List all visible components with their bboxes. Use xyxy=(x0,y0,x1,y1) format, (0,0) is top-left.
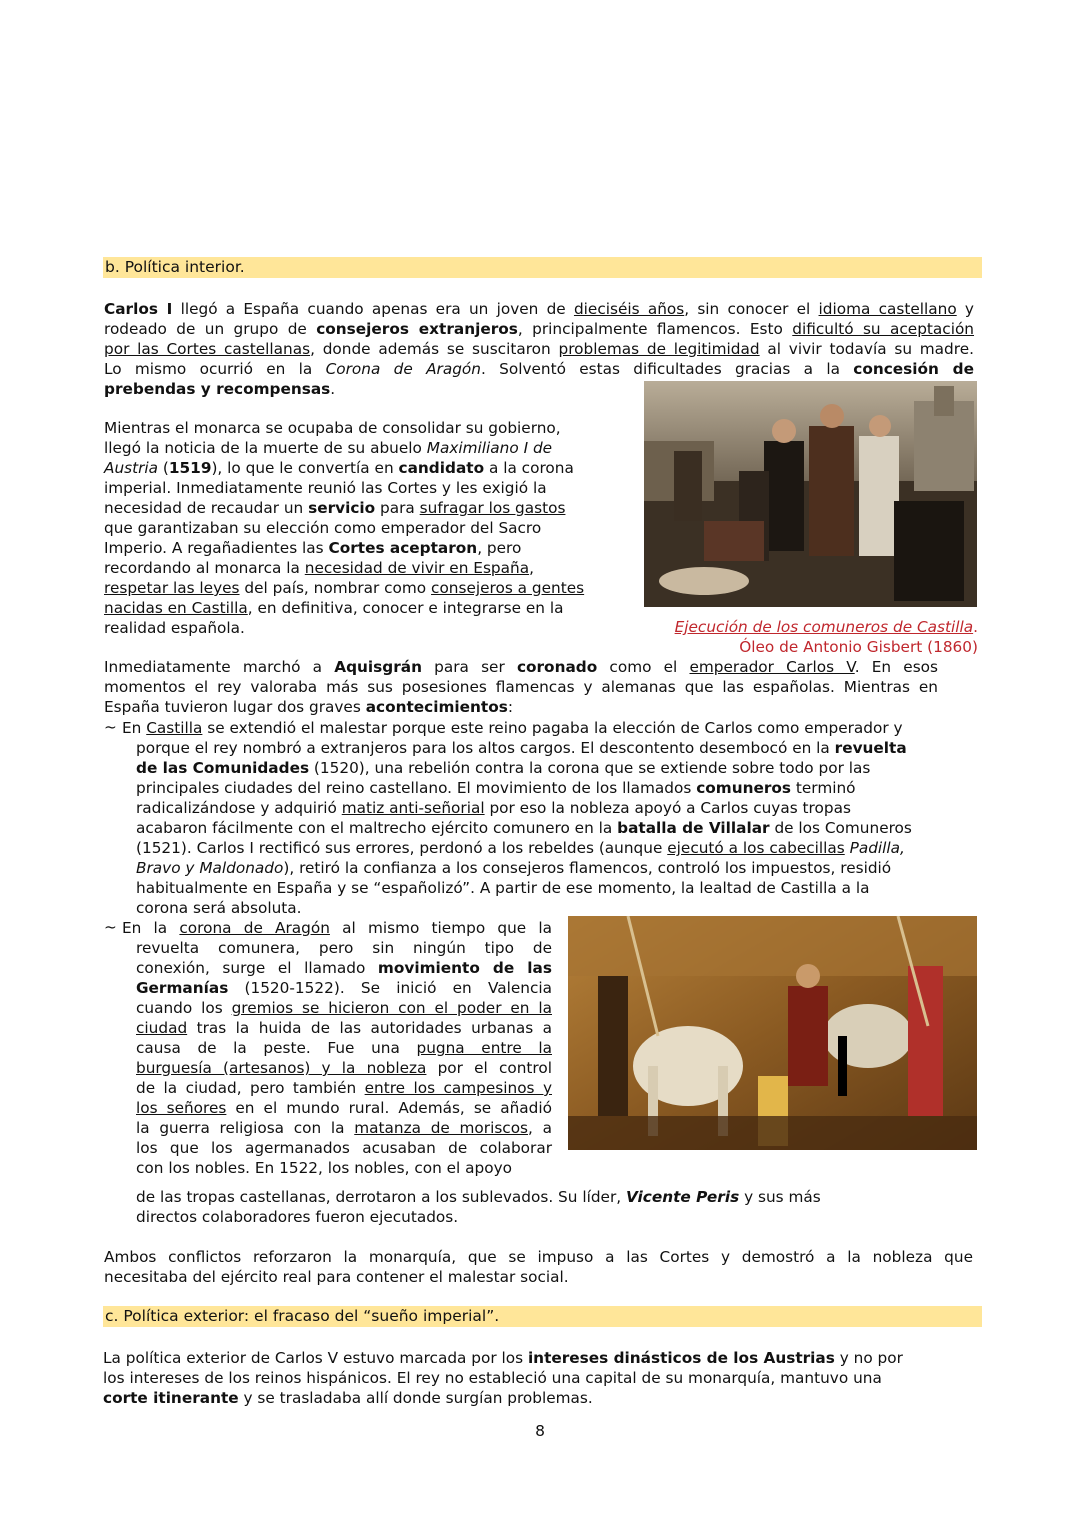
paragraph-conclusion-conflicts: Ambos conflictos reforzaron la monarquía, que se impuso a las Cortes y demostró a la nobleza que necesitaba del ejército real para contener el malestar social. xyxy=(104,1248,973,1286)
bullet-aragon-continuation: de las tropas castellanas, derrotaron a los sublevados. Su líder, Vicente Peris y sus más directos colaboradores fueron ejecutados. xyxy=(136,1188,821,1226)
page-number: 8 xyxy=(535,1422,545,1440)
bullet-aragon-germanias: En la corona de Aragón al mismo tiempo que la revuelta comunera, pero sin ningún tipo de conexión, surge el llamado movimiento de las Germanías (1520-1522). Se inició en Valencia cuando los gremios se hicieron con el poder en la ciudad tras la huida de las autoridades urbanas a causa de la peste. Fue una pugna entre la burguesía (artesanos) y la nobleza por el control de la ciudad, pero también entre los campesinos y los señores en el mundo rural. Además, se añadió la guerra religiosa con la matanza de moriscos, a los que los agermanados acusaban de colaborar con los nobles. En 1522, los nobles, con el apoyo xyxy=(122,919,553,1177)
bullet-marker: ~ xyxy=(104,918,117,936)
figure-caption-execution: Ejecución de los comuneros de Castilla. Óleo de Antonio Gisbert (1860) xyxy=(674,618,978,656)
bullet-castilla-comunidades: En Castilla se extendió el malestar porque este reino pagaba la elección de Carlos como emperador y porque el rey nombró a extranjeros para los altos cargos. El descontento desembocó en la revuelta de las Comunidades (1520), una rebelión contra la corona que se extiende sobre todo por las principales ciudades del reino castellano. El movimiento de los llamados comuneros terminó radicalizándose y adquirió matiz anti-señorial por eso la nobleza apoyó a Carlos cuyas tropas acabaron fácilmente con el maltrecho ejército comunero en la batalla de Villalar de los Comuneros (1521). Carlos I rectificó sus errores, perdonó a los rebeldes (aunque ejecutó a los cabecillas Padilla, Bravo y Maldonado), retiró la confianza a los consejeros flamencos, controló los impuestos, residió habitualmente en España y se “españolizó”. A partir de ese momento, la lealtad de Castilla a la corona será absoluta. xyxy=(122,719,912,917)
section-heading-b: b. Política interior. xyxy=(103,257,982,278)
paragraph-foreign-policy: La política exterior de Carlos V estuvo marcada por los intereses dinásticos de los Austrias y no por los intereses de los reinos hispánicos. El rey no estableció una capital de su monarquía, mantuvo una corte itinerante y se trasladaba allí donde surgían problemas. xyxy=(103,1349,903,1407)
paragraph-coronation: Inmediatamente marchó a Aquisgrán para ser coronado como el emperador Carlos V. En esos momentos el rey valoraba más sus posesiones flamencas y alemanas que las españolas. Mientras en España tuvieron lugar dos graves acontecimientos: xyxy=(104,658,939,716)
bullet-marker: ~ xyxy=(104,718,117,736)
caption-author: Óleo de Antonio Gisbert (1860) xyxy=(739,638,978,656)
painting-germanias-procession xyxy=(568,916,977,1150)
paragraph-imperial-candidacy: Mientras el monarca se ocupaba de consolidar su gobierno, llegó la noticia de la muerte de su abuelo Maximiliano I de Austria (1519), lo que le convertía en candidato a la corona imperial. Inmediatamente reunió las Cortes y les exigió la necesidad de recaudar un servicio para sufragar los gastos que garantizaban su elección como emperador del Sacro Imperio. A regañadientes las Cortes aceptaron, pero recordando al monarca la necesidad de vivir en España, respetar las leyes del país, nombrar como consejeros a gentes nacidas en Castilla, en definitiva, conocer e integrarse en la realidad española. xyxy=(104,419,585,637)
section-heading-c: c. Política exterior: el fracaso del “sueño imperial”. xyxy=(103,1306,982,1327)
caption-title: Ejecución de los comuneros de Castilla xyxy=(674,618,974,636)
paragraph-carlos-arrival: Carlos I llegó a España cuando apenas era un joven de dieciséis años, sin conocer el idioma castellano y rodeado de un grupo de consejeros extranjeros, principalmente flamencos. Esto dificultó su aceptación por las Cortes castellanas, donde además se suscitaron problemas de legitimidad al vivir todavía su madre. Lo mismo ocurrió en la Corona de Aragón. Solventó estas dificultades gracias a la concesión de prebendas y recompensas. xyxy=(104,300,975,398)
painting-execution-comuneros xyxy=(644,381,977,607)
